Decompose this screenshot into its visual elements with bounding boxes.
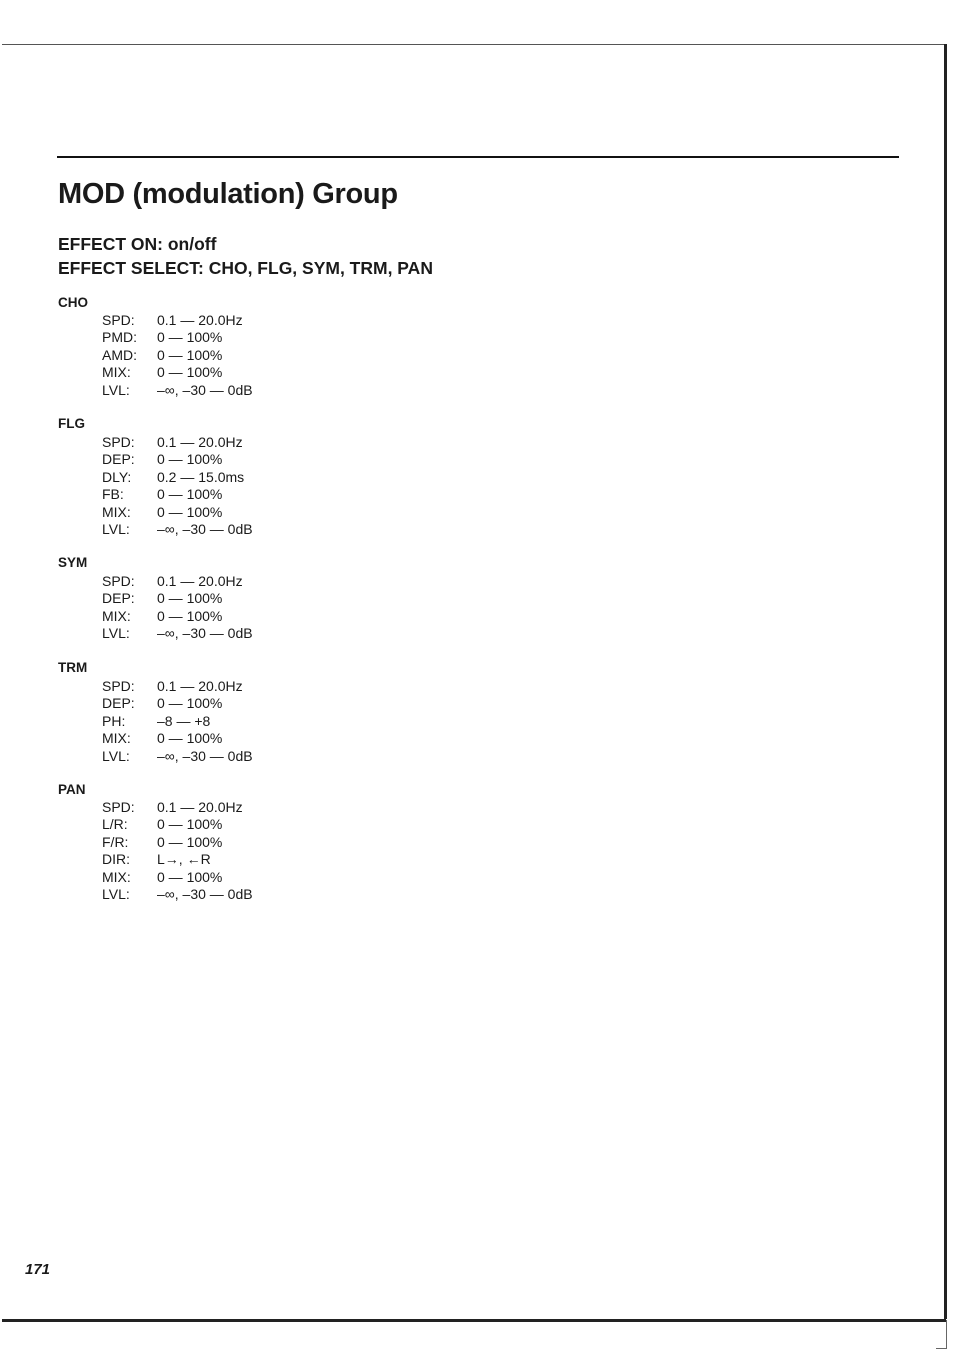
- param-row: [102, 451, 253, 468]
- param-row: [102, 434, 253, 451]
- page-title: MOD (modulation) Group: [58, 178, 398, 210]
- param-row: [102, 347, 253, 364]
- param-range: 0 — 100%: [157, 329, 223, 346]
- param-name: AMD:: [102, 346, 137, 363]
- page-number: 171: [25, 1261, 51, 1278]
- param-range: 0 — 100%: [157, 451, 223, 468]
- param-row: [102, 573, 253, 590]
- param-range: L→, ←R: [157, 851, 211, 868]
- subtitle-effect-on: EFFECT ON: on/off: [58, 234, 217, 254]
- param-row: [102, 869, 253, 886]
- param-list-sym: [102, 573, 253, 643]
- param-range: 0.1 — 20.0Hz: [157, 312, 243, 328]
- param-name: DEP:: [102, 451, 135, 468]
- param-name: SPD:: [102, 434, 135, 450]
- param-name: LVL:: [102, 747, 130, 764]
- param-name: F/R:: [102, 833, 129, 850]
- param-row: [102, 590, 253, 607]
- param-row: [102, 329, 253, 346]
- param-row: [102, 730, 253, 747]
- param-range: 0.2 — 15.0ms: [157, 468, 245, 485]
- param-name: LVL:: [102, 520, 130, 537]
- param-range: 0 — 100%: [157, 816, 223, 833]
- page-top-edge: [2, 44, 946, 45]
- param-row: [102, 851, 253, 868]
- param-row: [102, 695, 253, 712]
- page-bottom-rule: [2, 1319, 946, 1322]
- group-label-sym: SYM: [58, 555, 88, 570]
- param-range: 0 — 100%: [157, 833, 223, 850]
- param-row: [102, 748, 253, 765]
- param-range: 0 — 100%: [157, 868, 223, 885]
- param-row: [102, 816, 253, 833]
- param-row: [102, 312, 253, 329]
- param-row: [102, 834, 253, 851]
- param-name: LVL:: [102, 381, 130, 398]
- param-name: MIX:: [102, 730, 131, 747]
- subtitle-effect-select: EFFECT SELECT: CHO, FLG, SYM, TRM, PAN: [58, 258, 433, 278]
- param-list-cho: [102, 312, 253, 399]
- param-range: 0.1 — 20.0Hz: [157, 678, 243, 694]
- param-row: [102, 504, 253, 521]
- param-name: SPD:: [102, 678, 135, 694]
- group-label-flg: FLG: [58, 416, 85, 431]
- param-row: [102, 608, 253, 625]
- param-name: DLY:: [102, 468, 132, 485]
- param-name: FB:: [102, 486, 124, 503]
- param-name: MIX:: [102, 503, 131, 520]
- param-name: PMD:: [102, 329, 137, 346]
- param-row: [102, 486, 253, 503]
- param-range: 0 — 100%: [157, 486, 223, 503]
- param-range: 0 — 100%: [157, 607, 223, 624]
- group-label-trm: TRM: [58, 660, 88, 675]
- param-name: LVL:: [102, 885, 130, 902]
- group-label-cho: CHO: [58, 295, 88, 310]
- param-range: 0 — 100%: [157, 730, 223, 747]
- param-range: 0 — 100%: [157, 590, 223, 607]
- param-row: [102, 886, 253, 903]
- param-row: [102, 364, 253, 381]
- param-name: DEP:: [102, 695, 135, 712]
- param-row: [102, 625, 253, 642]
- param-range: –∞, –30 — 0dB: [157, 381, 253, 398]
- param-range: 0.1 — 20.0Hz: [157, 573, 243, 589]
- param-row: [102, 521, 253, 538]
- param-row: [102, 713, 253, 730]
- param-range: –∞, –30 — 0dB: [157, 520, 253, 537]
- param-name: SPD:: [102, 573, 135, 589]
- param-name: LVL:: [102, 625, 130, 642]
- param-name: MIX:: [102, 868, 131, 885]
- group-label-pan: PAN: [58, 782, 86, 797]
- param-range: 0.1 — 20.0Hz: [157, 799, 243, 815]
- param-name: PH:: [102, 712, 126, 729]
- param-name: MIX:: [102, 607, 131, 624]
- param-range: 0 — 100%: [157, 364, 223, 381]
- param-list-pan: [102, 799, 253, 903]
- param-list-flg: [102, 434, 253, 538]
- param-row: [102, 678, 253, 695]
- param-list-trm: [102, 678, 253, 765]
- param-range: –∞, –30 — 0dB: [157, 747, 253, 764]
- param-range: –8 — +8: [157, 712, 211, 729]
- param-name: DEP:: [102, 590, 135, 607]
- param-name: SPD:: [102, 799, 135, 815]
- param-name: SPD:: [102, 312, 135, 328]
- param-range: 0 — 100%: [157, 695, 223, 712]
- param-row: [102, 469, 253, 486]
- param-range: 0 — 100%: [157, 503, 223, 520]
- param-row: [102, 382, 253, 399]
- param-row: [102, 799, 253, 816]
- page-corner-mark: [936, 1320, 947, 1349]
- param-range: –∞, –30 — 0dB: [157, 625, 253, 642]
- param-range: 0.1 — 20.0Hz: [157, 434, 243, 450]
- param-name: L/R:: [102, 816, 128, 833]
- page-right-edge: [944, 44, 947, 1319]
- header-rule: [57, 156, 899, 158]
- param-name: MIX:: [102, 364, 131, 381]
- param-name: DIR:: [102, 851, 130, 868]
- param-range: 0 — 100%: [157, 346, 223, 363]
- param-range: –∞, –30 — 0dB: [157, 885, 253, 902]
